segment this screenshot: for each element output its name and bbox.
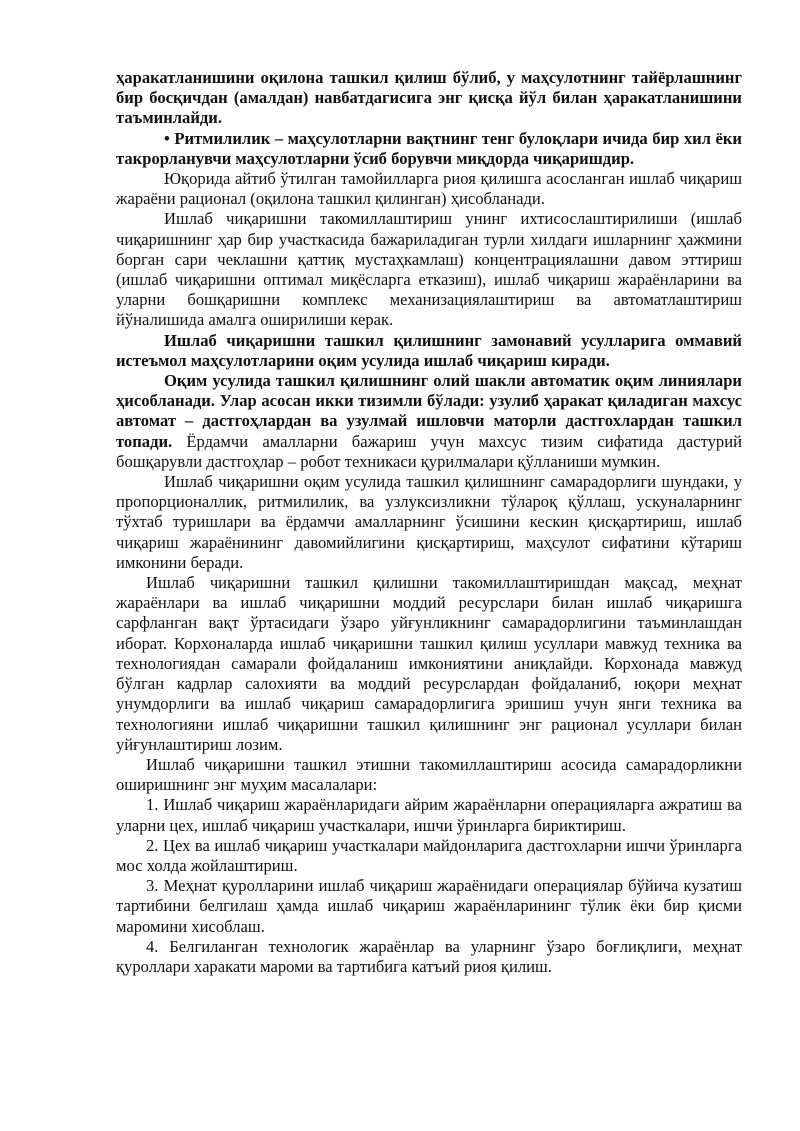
paragraph-modern-methods: Ишлаб чиқаришни ташкил қилишнинг замонавий усулларига оммавий истеъмол маҳсулотларини оқим усулида ишлаб чиқариш киради. bbox=[116, 330, 742, 370]
paragraph-rational-process: Юқорида айтиб ўтилган тамойилларга риоя қилишга асосланган ишлаб чиқариш жараёни рационал (оқилона ташкил қилинган) ҳисобланади. bbox=[116, 169, 742, 209]
paragraph-improvement-goal: Ишлаб чиқаришни ташкил қилишни такомиллаштиришдан мақсад, меҳнат жараёнлари ва ишлаб чиқаришни моддий ресурслари билан ишлаб чиқаришга сарфланган вақт ўртасидаги ўзаро уйғунликнинг самарадорлигини таъминлашдан иборат. Корхоналарда ишлаб чиқаришни ташкил қилиш усуллари мавжуд техника ва технологиядан самарали фойдаланиш имкониятини аниқлайди. Корхонада мавжуд бўлган кадрлар салохияти ва моддий ресурслардан фойдаланиб, юқори меҳнат унумдорлиги ва ишлаб чиқариш самарадорлигига эришиш учун янги техника ва технологияни ишлаб чиқаришни ташкил қилишнинг энг рационал усуллари билан уйғунлаштириш лозим. bbox=[116, 573, 742, 754]
document-page bbox=[116, 68, 742, 977]
list-item-1: 1. Ишлаб чиқариш жараёнларидаги айрим жараёнларни операцияларга ажратиш ва уларни цех, ишлаб чиқариш участкалари, ишчи ўринларга бириктириш. bbox=[116, 795, 742, 835]
paragraph-continuation: ҳаракатланишини оқилона ташкил қилиш бўлиб, у маҳсулотнинг тайёрлашнинг бир босқичдан (амалдан) навбатдагисига энг қисқа йўл билан ҳаракатланишини таъминлайди. bbox=[116, 68, 742, 128]
paragraph-rhythmicity-principle: • Ритмилилик – маҳсулотларни вақтнинг тенг булоқлари ичида бир хил ёки такрорланувчи маҳсулотларни ўсиб борувчи миқдорда чиқаришдир. bbox=[116, 128, 742, 168]
paragraph-improvement-directions: Ишлаб чиқаришни такомиллаштириш унинг ихтисослаштирилиши (ишлаб чиқаришнинг ҳар бир участкасида бажариладиган турли хилдаги ишларнинг ҳажмини борган сари чеклашни қаттиқ мустаҳкамлаш) концентрациялашни давом эттириш (ишлаб чиқаришни оптимал миқёсларга етказиш), ишлаб чиқариш жараёнларини ва уларни бошқаришни комплекс механизациялаштириш ва автоматлаштириш йўналишида амалга оширилиши керак. bbox=[116, 209, 742, 330]
automatic-lines-normal-text: Ёрдамчи амалларни бажариш учун махсус тизим сифатида дастурий бошқарувли дастгоҳлар – робот техникаси қурилмалари қўлланиши мумкин. bbox=[116, 431, 742, 471]
automatic-lines-bold-text: Оқим усулида ташкил қилишнинг олий шакли автоматик оқим линиялари ҳисобланади. Улар асосан икки тизимли бўлади: узулиб ҳаракат қиладиган махсус автомат – дастгоҳлардан ва узулмай ишловчи маторли дастгохлардан ташкил топади. bbox=[116, 371, 742, 451]
list-item-2: 2. Цех ва ишлаб чиқариш участкалари майдонларига дастгохларни ишчи ўринларга мос холда жойлаштириш. bbox=[116, 835, 742, 875]
list-item-4: 4. Белгиланган технологик жараёнлар ва уларнинг ўзаро боғлиқлиги, меҳнат қуроллари харакати мароми ва тартибига катъий риоя қилиш. bbox=[116, 936, 742, 976]
paragraph-automatic-lines bbox=[116, 371, 742, 472]
list-item-3: 3. Меҳнат қуролларини ишлаб чиқариш жараёнидаги операциялар бўйича кузатиш тартибини белгилаш ҳамда ишлаб чиқариш жараёнларининг тўлик ёки бир қисми маромини хисоблаш. bbox=[116, 876, 742, 936]
paragraph-flow-efficiency: Ишлаб чиқаришни оқим усулида ташкил қилишнинг самарадорлиги шундаки, у пропорционаллик, ритмилилик, ва узлуксизликни тўлароқ қўллаш, ускуналарнинг тўхтаб туришлари ва ёрдамчи амалларнинг ўсишини кескин қисқартириш, ишлаб чиқариш жараёнининг давомийлигини қисқартириш, маҳсулот сифатини кўтариш имконини беради. bbox=[116, 472, 742, 572]
paragraph-key-issues-intro: Ишлаб чиқаришни ташкил этишни такомиллаштириш асосида самарадорликни оширишнинг энг муҳим масалалари: bbox=[116, 754, 742, 795]
